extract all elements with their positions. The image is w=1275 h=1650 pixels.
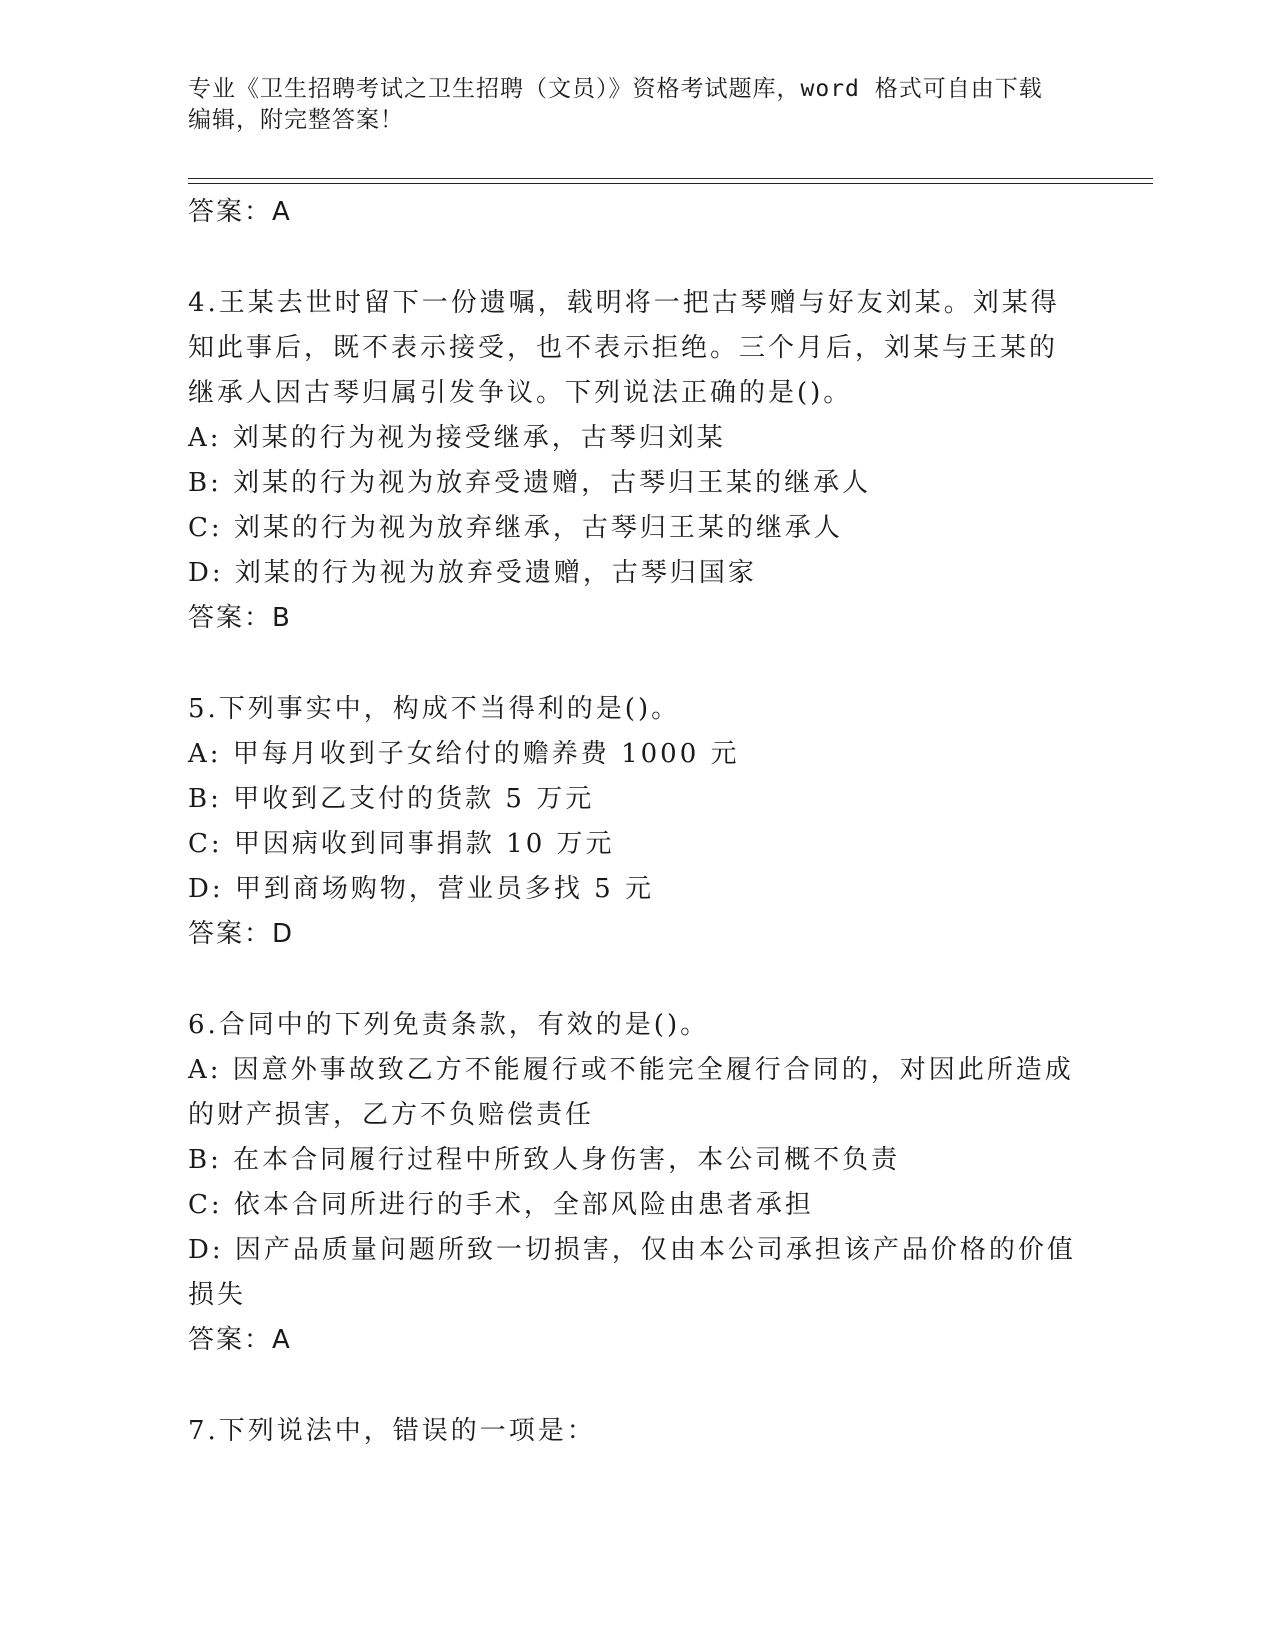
header-line-2: 编辑，附完整答案！ [188, 107, 404, 133]
option-d: D: 甲到商场购物，营业员多找 5 元 [188, 874, 654, 904]
option-d-continued: 损失 [188, 1280, 247, 1310]
option-a-continued: 的财产损害，乙方不负赔偿责任 [188, 1100, 595, 1130]
option-a: A: 因意外事故致乙方不能履行或不能完全履行合同的，对因此所造成 [188, 1055, 1074, 1085]
header-divider-bottom [188, 183, 1153, 184]
option-c: C: 甲因病收到同事捐款 10 万元 [188, 829, 615, 859]
option-b: B: 刘某的行为视为放弃受遗赠，古琴归王某的继承人 [188, 468, 872, 498]
question-stem: 5.下列事实中，构成不当得利的是()。 [188, 694, 681, 724]
option-b: B: 在本合同履行过程中所致人身伤害，本公司概不负责 [188, 1145, 901, 1175]
answer-label: 答案：A [188, 1325, 292, 1355]
header-divider-top [188, 178, 1153, 179]
question-list [188, 190, 1088, 1454]
document-header [188, 74, 1088, 136]
option-a: A: 刘某的行为视为接受继承，古琴归刘某 [188, 423, 726, 453]
header-line-1: 专业《卫生招聘考试之卫生招聘（文员）》资格考试题库，word 格式可自由下载 [188, 76, 1043, 102]
spacer [188, 1363, 1088, 1409]
option-a: A: 甲每月收到子女给付的赡养费 1000 元 [188, 739, 740, 769]
question-stem: 6.合同中的下列免责条款，有效的是()。 [188, 1010, 710, 1040]
spacer [188, 235, 1088, 281]
option-d: D: 刘某的行为视为放弃受遗赠，古琴归国家 [188, 558, 757, 588]
answer-label: 答案：D [188, 919, 295, 949]
spacer [188, 957, 1088, 1003]
question-7 [188, 1409, 1088, 1454]
option-c: C: 依本合同所进行的手术，全部风险由患者承担 [188, 1190, 814, 1220]
spacer [188, 641, 1088, 687]
option-c: C: 刘某的行为视为放弃继承，古琴归王某的继承人 [188, 513, 843, 543]
question-5 [188, 687, 1088, 957]
question-6 [188, 1003, 1088, 1363]
previous-answer: 答案：A [188, 197, 292, 227]
answer-label: 答案：B [188, 603, 292, 633]
option-b: B: 甲收到乙支付的货款 5 万元 [188, 784, 595, 814]
question-stem: 知此事后，既不表示接受，也不表示拒绝。三个月后，刘某与王某的 [188, 333, 1059, 363]
question-stem: 4.王某去世时留下一份遗嘱，载明将一把古琴赠与好友刘某。刘某得 [188, 288, 1060, 318]
question-4 [188, 281, 1088, 641]
question-stem: 7.下列说法中，错误的一项是： [188, 1416, 596, 1446]
question-stem: 继承人因古琴归属引发争议。下列说法正确的是()。 [188, 378, 853, 408]
option-d: D: 因产品质量问题所致一切损害，仅由本公司承担该产品价格的价值 [188, 1235, 1076, 1265]
